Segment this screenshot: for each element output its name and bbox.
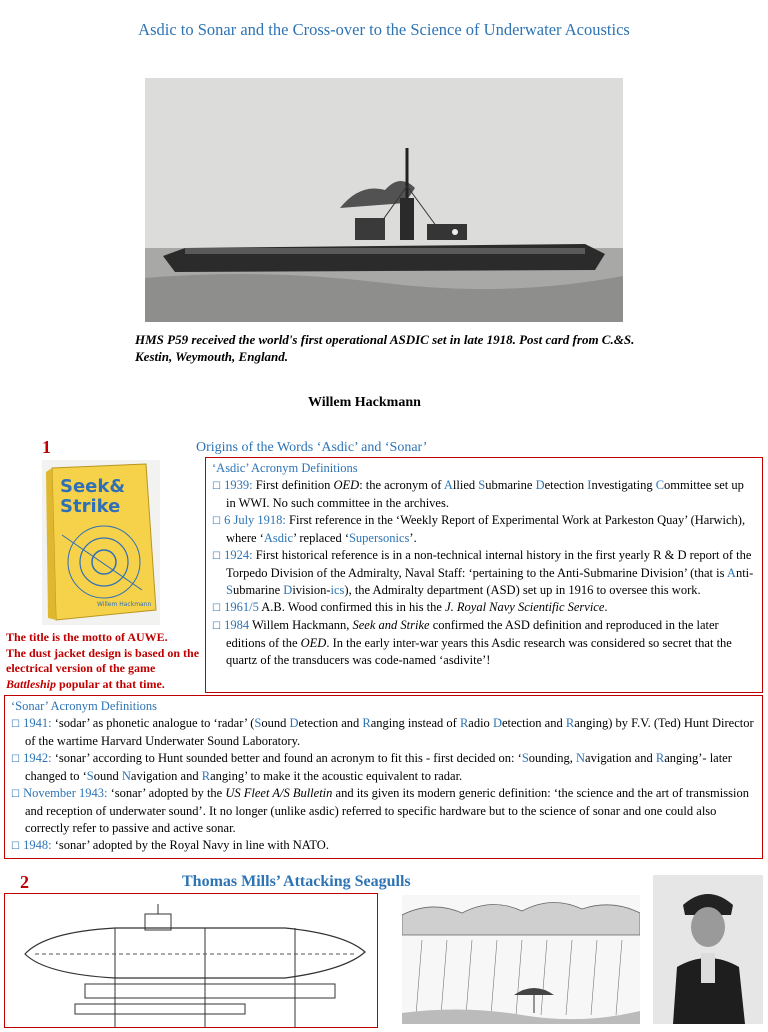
asdic-entry-1939: ☐ 1939: First definition OED: the acronym of Allied Submarine Detection Investigating Committee set up in WWI. No such committee in the archives. bbox=[212, 478, 744, 510]
asdic-entry-1961: ☐ 1961/5 A.B. Wood confirmed this in his the J. Royal Navy Scientific Service. bbox=[212, 600, 608, 614]
motto-line: The title is the motto of AUWE. bbox=[6, 630, 168, 644]
sonar-entry-1943: ☐ November 1943: ‘sonar’ adopted by the US Fleet A/S Bulletin and its given its modern generic definition: ‘the science and the art of transmission and reception of underwater sound’. It no longer (unlike asdic) referred to specific hardware but to the science of sonar and one could also correctly refer to passive and active sonar. bbox=[11, 786, 749, 835]
asdic-heading: ‘Asdic’ Acronym Definitions bbox=[212, 461, 358, 475]
technical-drawing bbox=[4, 893, 378, 1028]
asdic-entry-1924: ☐ 1924: First historical reference is in a non-technical internal history in the first yearly R & D report of the Torpedo Division of the Admiralty, Naval Staff: ‘pertaining to the Anti-Submarine Division’ (that is Anti-Submarine Division-ics), the Admiralty department (ASD) set up in 1916 to oversee this work. bbox=[212, 548, 754, 597]
section-number-2: 2 bbox=[20, 872, 29, 892]
asdic-entry-1984: ☐ 1984 Willem Hackmann, Seek and Strike confirmed the ASD definition and reproduced in the later editions of the OED. In the early inter-war years this Asdic research was considered so secret that the quartz of the transducers was code-named ‘asdivite’! bbox=[212, 618, 732, 667]
asdic-definitions-box bbox=[205, 457, 763, 693]
book-author: Willem Hackmann bbox=[97, 601, 152, 608]
book-title-line1: Seek& bbox=[60, 476, 126, 497]
section-number-1: 1 bbox=[42, 437, 51, 457]
motto-game-name: Battleship bbox=[6, 676, 57, 691]
sonar-definitions-box bbox=[4, 695, 763, 859]
motto-tail: popular at that time. bbox=[56, 676, 165, 691]
page-title: Asdic to Sonar and the Cross-over to the Science of Underwater Acoustics bbox=[138, 20, 630, 39]
sonar-entry-1948: ☐ 1948: ‘sonar’ adopted by the Royal Navy in line with NATO. bbox=[11, 838, 329, 852]
book-motto-note bbox=[6, 630, 202, 692]
sonar-entry-1941: ☐ 1941: ‘sodar’ as phonetic analogue to ‘radar’ (Sound Detection and Ranging instead of Radio Detection and Ranging) by F.V. (Ted) Hunt Director of the wartime Harvard Underwater Sound Laboratory. bbox=[11, 716, 754, 748]
book-cover-illustration bbox=[42, 460, 160, 625]
seagulls-illustration bbox=[402, 895, 640, 1024]
section-heading-mills: Thomas Mills’ Attacking Seagulls bbox=[182, 873, 411, 890]
sonar-heading: ‘Sonar’ Acronym Definitions bbox=[11, 699, 158, 713]
section-heading-origins: Origins of the Words ‘Asdic’ and ‘Sonar’ bbox=[196, 440, 428, 455]
submarine-schematic bbox=[5, 894, 377, 1027]
ship-photo bbox=[145, 78, 623, 322]
portrait-illustration bbox=[653, 875, 763, 1024]
asdic-entry-1918: ☐ 6 July 1918: First reference in the ‘Weekly Report of Experimental Work at Parkeston Quay’ (Harwich), where ‘Asdic’ replaced ‘Supersonics’. bbox=[212, 513, 746, 545]
book-cover-image bbox=[42, 460, 160, 625]
author-name: Willem Hackmann bbox=[308, 395, 421, 410]
sonar-entry-1942: ☐ 1942: ‘sonar’ according to Hunt sounded better and found an acronym to fit this - first decided on: ‘Sounding, Navigation and Ranging’- later changed to ‘Sound Navigation and Ranging’ to make it the acoustic equivalent to radar. bbox=[11, 751, 732, 783]
photo-caption: HMS P59 received the world's first operational ASDIC set in late 1918. Post card from C.&S. Kestin, Weymouth, England. bbox=[135, 332, 635, 364]
seagulls-sketch bbox=[402, 895, 640, 1024]
book-title-line2: Strike bbox=[60, 496, 121, 517]
thomas-mills-portrait bbox=[653, 875, 763, 1024]
motto-text: The dust jacket design is based on the electrical version of the game bbox=[6, 645, 200, 675]
ship-illustration bbox=[145, 78, 623, 322]
